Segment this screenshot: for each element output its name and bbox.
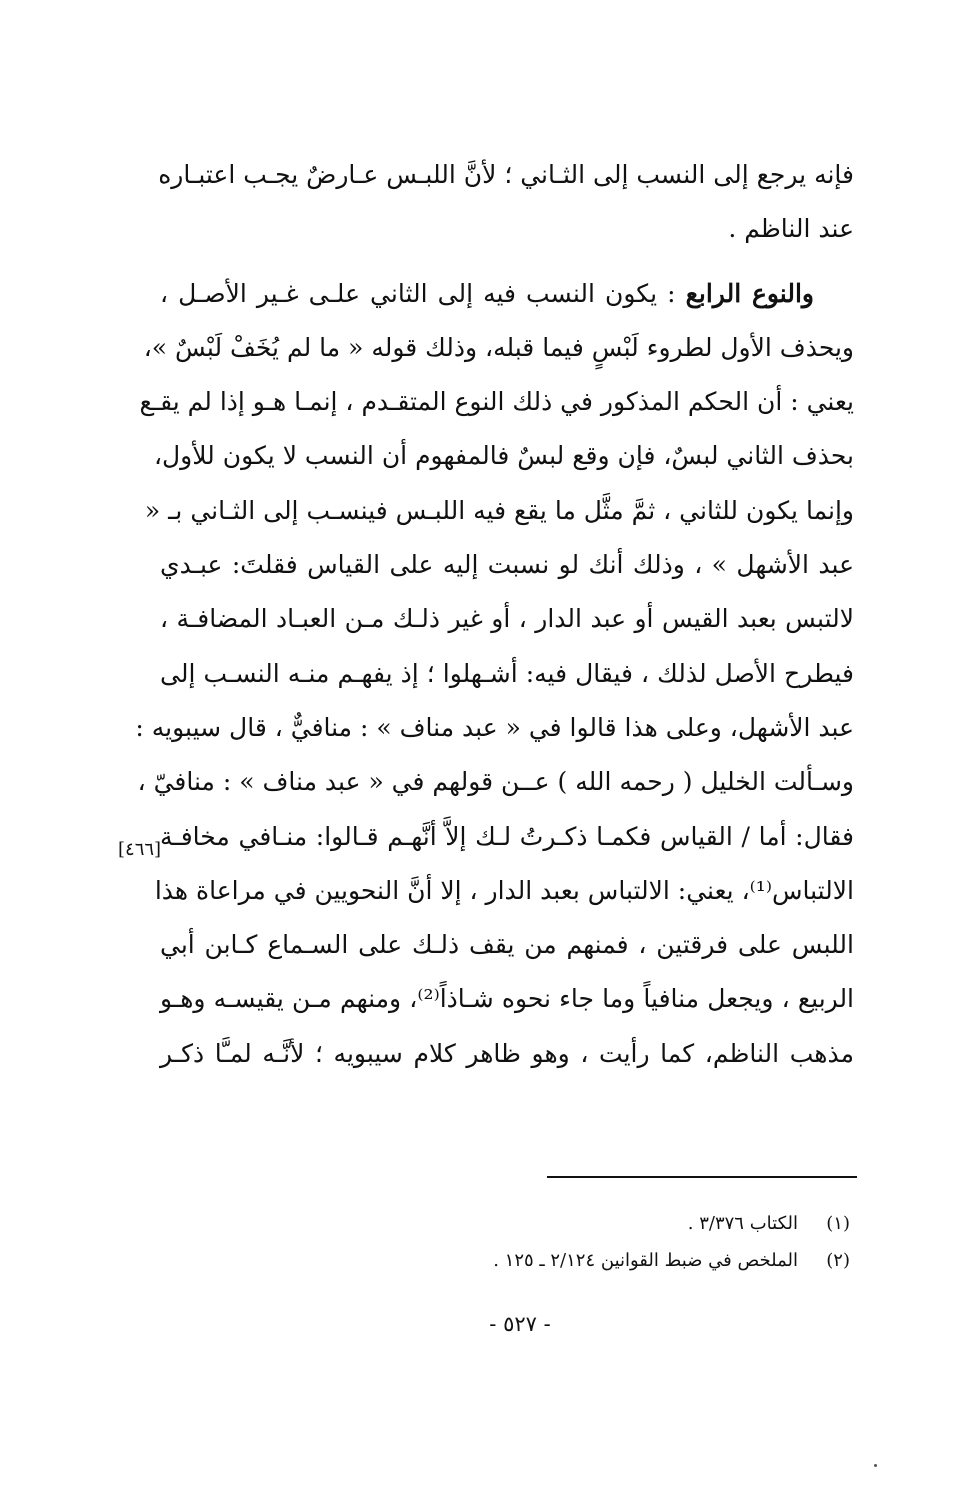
text-line: الربيع ، ويجعل منافياً وما جاء نحوه شـاذاً⁽²⁾، ومنهم مـن يقيسـه وهـو [160,984,855,1014]
text-line: اللبس على فرقتين ، فمنهم من يقف ذلـك على السـماع كـابن أبي [160,930,854,960]
text-line: عبد الأشهل، وعلى هذا قالوا في « عبد مناف » : منافيٌّ ، قال سيبويه : [135,712,854,742]
footnote [493,1242,850,1279]
text-line: فإنه يرجع إلى النسب إلى الثـاني ؛ لأنَّ اللبـس عـارضٌ يجـب اعتبـاره [158,160,854,189]
footnote-separator [547,1176,857,1178]
text-line: عبد الأشهل » ، وذلك أنك لو نسبت إليه على القياس فقلتَ: عبـدي [160,550,854,580]
paragraph-heading: والنوع الرابع [685,278,814,308]
footnotes [493,1205,850,1279]
text-line: فيطرح الأصل لذلك ، فيقال فيه: أشـهلوا ؛ إذ يفهـم منـه النسـب إلى [160,658,854,688]
manuscript-folio-reference: [٤٦٦] [118,839,162,860]
text-line: وإنما يكون للثاني ، ثمَّ مثَّل ما يقع فيه اللبـس فينسـب إلى الثـاني بـ « [144,495,854,525]
text-line: ويحذف الأول لطروء لَبْسٍ فيما قبله، وذلك قوله « ما لم يُخَفْ لَبْسٌ »، [143,332,854,362]
page-number: - ٥٢٧ - [489,1312,551,1336]
paragraph-heading-line [160,267,854,321]
text-line: لالتبس بعبد القيس أو عبد الدار ، أو غير ذلـك مـن العبـاد المضافـة ، [160,604,854,634]
text-line: يعني : أن الحكم المذكور في ذلك النوع المتقـدم ، إنمـا هـو إذا لم يقـع [139,387,854,417]
text-line: بحذف الثاني لبسٌ، فإن وقع لبسٌ فالمفهوم أن النسب لا يكون للأول، [153,441,854,471]
footnote-number: (١) [826,1213,850,1234]
paragraph-heading-rest: : يكون النسب فيه إلى الثاني علـى غـير الأصـل ، [160,278,686,308]
footnote-text: الملخص في ضبط القوانين ٢/١٢٤ ـ ١٢٥ . [493,1250,798,1271]
text-line: مذهب الناظم، كما رأيت ، وهو ظاهر كلام سيبويه ؛ لأنَّـه لمـَّا ذكـر [160,1038,854,1068]
footnote-text: الكتاب ٣/٣٧٦ . [687,1213,798,1234]
text-line: الالتباس⁽¹⁾، يعني: الالتباس بعبد الدار ، إلا أنَّ النحويين في مراعاة هذا [154,875,854,905]
text-line: عند الناظم . [728,214,854,244]
footnote [493,1205,850,1242]
footnote-number: (٢) [826,1250,850,1271]
text-line: وسـألت الخليل ( رحمه الله ) عــن قولهم في « عبد مناف » : منافيّ ، [137,767,854,797]
scan-speck [874,1464,877,1467]
text-line: فقال: أما / القياس فكمـا ذكـرتُ لـك إلاَّ أنَّهـم قـالوا: منـافي مخافـة [160,821,854,851]
